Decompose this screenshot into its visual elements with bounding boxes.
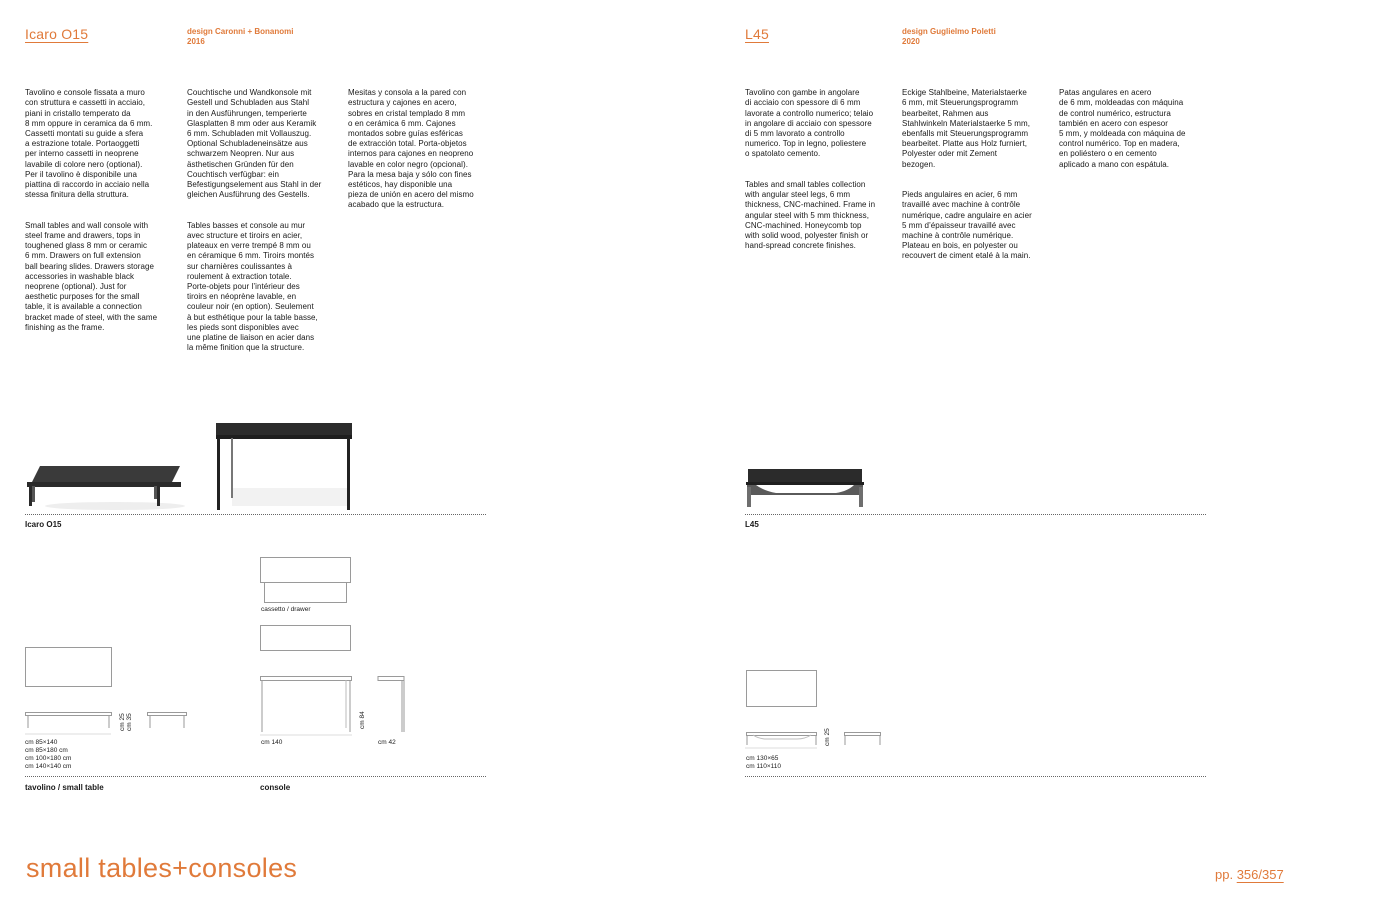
coffee-table-image: [27, 466, 185, 510]
description-col-2: [902, 78, 1057, 282]
description-italian: Tavolino e console fissata a muro con struttura e cassetti in acciaio, piani in cristallo temperato da 8 mm oppure in ceramica da 6 mm. Cassetti montati su guide a sfera a estrazione totale. Portaoggetti per interno cassetti in neoprene lavabile di colore nero (optional). Per il tavolino è disponibile una piattina di raccordo in acciaio nella stessa finitura della struttura.: [25, 88, 153, 200]
page-numbers: [1215, 867, 1284, 882]
table-height-2: cm 35: [126, 713, 133, 731]
pages-prefix: pp.: [1215, 867, 1234, 882]
divider-right-photo: [745, 514, 1206, 515]
design-year: 2020: [902, 37, 920, 46]
caption-small-table: tavolino / small table: [25, 783, 104, 792]
product-title-l45: L45: [745, 26, 769, 42]
pages-range[interactable]: 356/357: [1236, 867, 1284, 882]
console-width: cm 140: [261, 739, 283, 746]
small-table-elevation: [25, 710, 195, 730]
divider-left-photo: [25, 514, 486, 515]
designer-credit-l45: [902, 27, 996, 47]
table-height-1: cm 25: [119, 713, 126, 731]
description-french: Tables basses et console au mur avec structure et tiroirs en acier, plateaux en verre trempé 8 mm ou en céramique 6 mm. Tiroirs montés sur charnières coulissantes à roulement à extraction totale. Porte-objets pour l’intérieur des tiroirs en néoprène lavable, en couleur noir (en option). Seulement à but esthétique pour la table basse, les pieds sont disponibles avec une platine de liaison en acier dans la même finition que la structure.: [187, 220, 318, 353]
description-spanish: Patas angulares en acero de 6 mm, moldeadas con máquina de control numérico, estructura también en acero con espesor 5 mm, y moldeada con máquina de control numérico. Top en madera, en poliéstero o en cemento aplicado a mano con espátula.: [1059, 88, 1186, 169]
design-year: 2016: [187, 37, 205, 46]
description-col-2: [187, 78, 345, 374]
designer-credit-icaro: [187, 27, 293, 47]
console-image: [216, 423, 352, 510]
description-french: Pieds angulaires en acier, 6 mm travaillé avec machine à contrôle numérique, cadre angulaire en acier 5 mm d’épaisseur travaillé avec machine à contrôle numérique. Plateau en bois, en polyester ou recouvert de ciment etalé à la main.: [902, 190, 1032, 261]
console-height: cm 84: [359, 711, 366, 729]
description-spanish: Mesitas y consola a la pared con estructura y cajones en acero, sobres en cristal templado 8 mm o en cerámica 6 mm. Cajones montados sobre guías esféricas de extracción total. Porta-objetos internos para cajones en neopreno lavable en color negro (opcional). Para la mesa baja y sólo con fines estéticos, hay disponible una pieza de unión en acero del mismo acabado que la estructura.: [348, 88, 474, 210]
console-depth: cm 42: [378, 739, 396, 746]
drawer-label: cassetto / drawer: [261, 606, 311, 613]
l45-plan-drawing: [746, 670, 817, 707]
description-col-1: [25, 78, 183, 353]
designer-name: design Caronni + Bonanomi: [187, 27, 294, 36]
description-col-3: [1059, 78, 1214, 190]
description-italian: Tavolino con gambe in angolare di acciaio con spessore di 6 mm lavorate a controllo numerico; telaio in angolare di acciaio con spessore di 5 mm lavorato a controllo numerico. Top in legno, poliestere o spatolato cemento.: [745, 88, 874, 159]
designer-name: design Guglielmo Poletti: [902, 27, 996, 36]
l45-elevation-drawing: [745, 730, 885, 750]
icaro-product-photo: [20, 420, 490, 512]
description-col-1: [745, 78, 900, 272]
description-english: Tables and small tables collection with angular steel legs, 6 mm thickness, CNC-machined. Frame in angular steel with 5 mm thickness, CNC-machined. Honeycomb top with solid wood, polyester finish or hand-spread concrete finishes.: [745, 180, 876, 251]
l45-product-photo: [740, 465, 870, 510]
description-english: Small tables and wall console with steel frame and drawers, tops in toughened glass 8 mm or ceramic 6 mm. Drawers on full extension ball bearing slides. Drawers storage accessories in washable black neoprene (optional). Just for aesthetic purposes for the small table, it is available a connection bracket made of steel, with the same finishing as the frame.: [25, 220, 158, 332]
description-german: Couchtische und Wandkonsole mit Gestell und Schubladen aus Stahl in den Ausführungen, temperierte Glasplatten 8 mm oder aus Keramik 6 mm. Schubladen mit Vollauszug. Optional Schubladeneinsätze aus schwarzem Neopren. Nur aus ästhetischen Gründen für den Couchtisch verfügbar: ein Befestigungselement aus Stahl in der gleichen Ausführung des Gestells.: [187, 88, 322, 200]
small-table-plan: [25, 647, 112, 687]
divider-right-drawings: [745, 776, 1206, 777]
description-col-3: [348, 78, 506, 231]
description-german: Eckige Stahlbeine, Materialstaerke 6 mm, mit Steuerungsprogramm bearbeitet, Rahmen aus Stahlwinkeln Materialstaerke 5 mm, ebenfalls mit Steuerungsprogramm bearbeitet. Platte aus Holz furniert, Polyester oder mit Zement bezogen.: [902, 88, 1030, 169]
console-elevation: [258, 676, 408, 736]
section-title: small tables+consoles: [26, 853, 298, 883]
product-title-icaro: Icaro O15: [25, 26, 89, 42]
caption-console: console: [260, 783, 291, 792]
drawer-drawing-top: [260, 557, 351, 583]
l45-sizes: cm 130×65 cm 110×110: [746, 755, 781, 770]
divider-left-drawings: [25, 776, 486, 777]
console-top-plan: [260, 625, 351, 651]
photo-caption-l45: L45: [745, 520, 759, 529]
drawer-drawing-box: [264, 583, 347, 603]
table-sizes: cm 85×140 cm 85×180 cm cm 100×180 cm cm 140×140 cm: [25, 739, 72, 770]
l45-height: cm 25: [824, 728, 831, 746]
photo-caption-icaro: Icaro O15: [25, 520, 62, 529]
